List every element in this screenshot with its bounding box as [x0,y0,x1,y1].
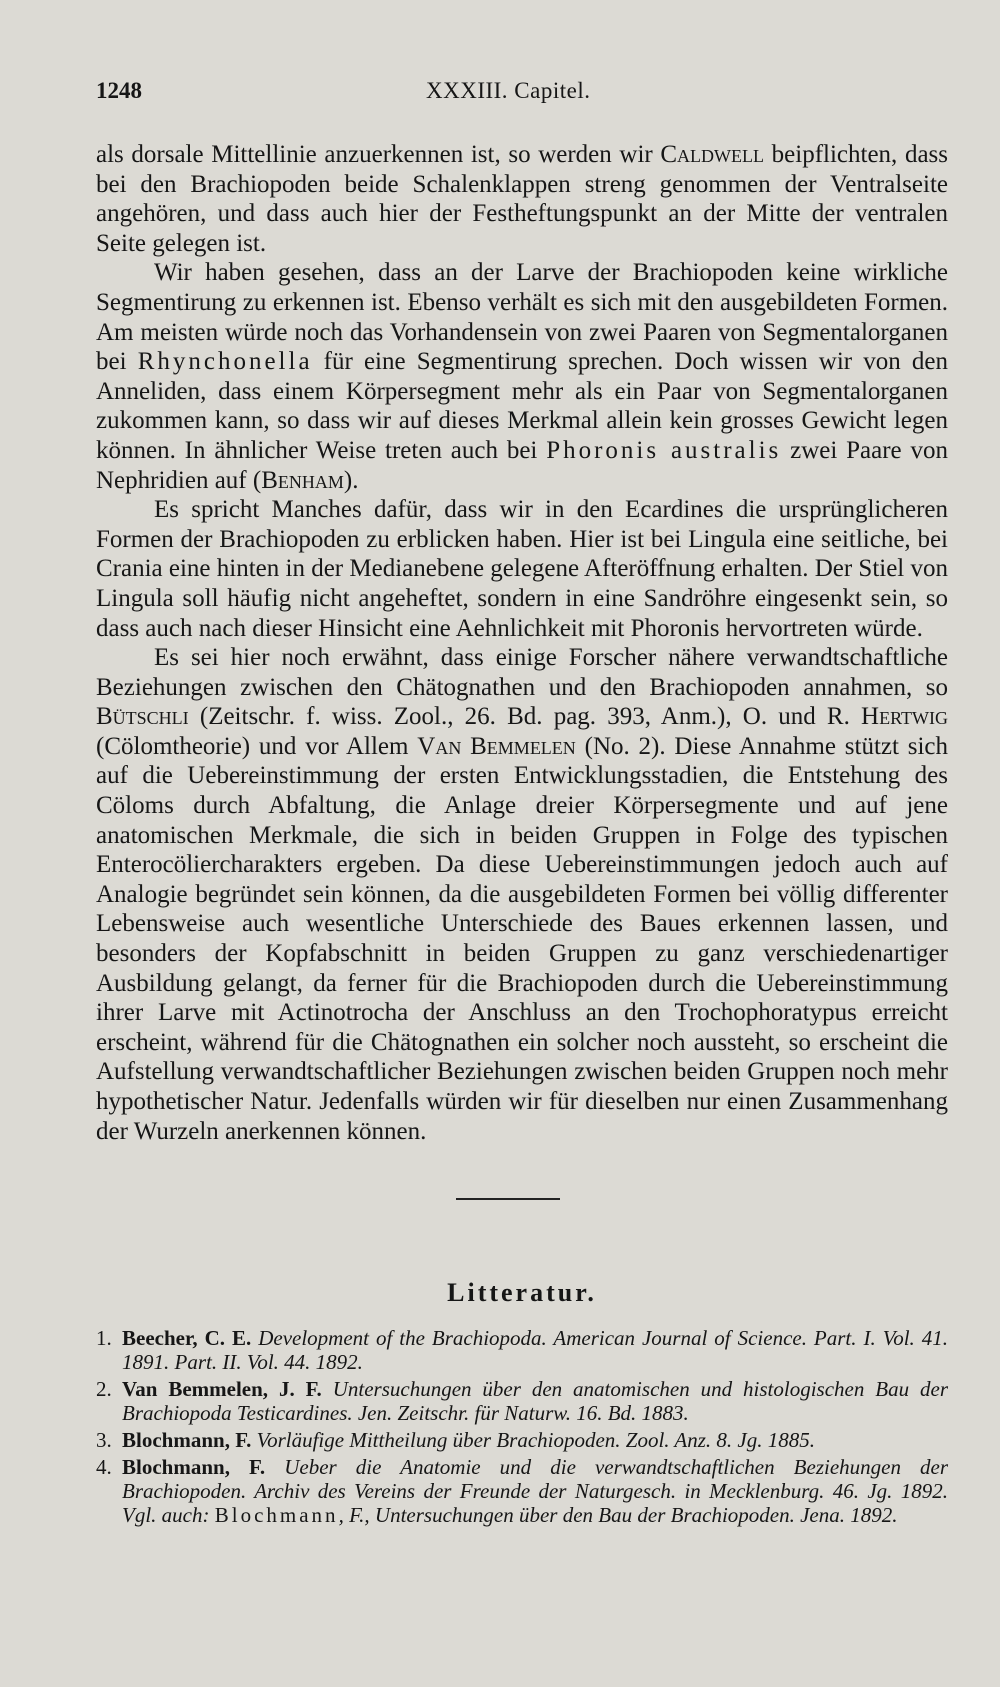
paragraph [96,140,948,258]
reference-item [96,1455,948,1527]
paragraph [96,495,948,643]
text-run: Rhynchonella [137,348,313,376]
reference-text [122,1377,948,1425]
page-header [96,78,948,104]
reference-number: 1. [96,1326,112,1351]
page-number: 1248 [96,78,142,103]
text-run: , F., Untersuchungen über den Bau der Brachiopoden. Jena. 1892. [338,1503,898,1528]
text-run: zwei Paare von Nephridien auf ( [96,436,948,494]
text-run: (Cölomtheorie) und vor Allem [96,732,418,760]
text-run: (Zeitschr. f. wiss. Zool., 26. Bd. pag. 393, Anm.), O. und R. [188,703,862,731]
reference-number: 2. [96,1377,112,1402]
reference-text [122,1428,948,1452]
section-separator [456,1198,560,1200]
reference-item [96,1428,948,1452]
text-run: Caldwell [660,141,765,168]
text-run: beipflichten, dass bei den Brachiopoden beide Schalenklappen streng genommen der Ventralseite angehören, und dass auch hier der Festheftungspunkt an der Mitte der ventralen Seite gelegen ist. [96,141,948,257]
literature-heading: Litteratur. [447,1278,597,1308]
text-run: Van Bemmelen [417,732,576,760]
text-run: Benham [261,466,344,494]
text-run: Vorläufige Mittheilung über Brachiopoden. Zool. Anz. 8. Jg. 1885. [256,1428,816,1453]
text-run: Untersuchungen über den anatomischen und histologischen Bau der Brachiopoda Testicardines. Jen. Zeitschr. für Naturw. 16. Bd. 1883. [122,1377,949,1426]
text-run: Van Bemmelen, J. F. [122,1377,322,1402]
text-run: Blochmann, F. [122,1455,266,1480]
paragraph [96,643,948,1146]
text-run: Development of the Brachiopoda. American Journal of Science. Part. I. Vol. 41. 1891. Part. II. Vol. 44. 1892. [122,1326,948,1375]
paragraph [96,258,948,495]
body-text [96,140,948,1146]
text-run: als dorsale Mittellinie anzuerkennen ist, so werden wir [96,141,661,168]
text-run: Bütschli [96,703,189,731]
text-run: Es sei hier noch erwähnt, dass einige Forscher nähere verwandtschaftliche Beziehungen zwischen den Chätognathen und den Brachiopoden annahmen, so [96,644,948,701]
reference-text [122,1455,948,1527]
text-run: Ueber die Anatomie und die verwandtschaftlichen Beziehungen der Brachiopoden. Archiv des Vereins der Freunde der Naturgesch. in Mecklenburg. 46. Jg. 1892. Vgl. auch: [122,1455,949,1528]
text-run: Phoronis australis [546,436,782,464]
reference-item [96,1377,948,1425]
text-run: Blochmann [214,1503,339,1528]
reference-item [96,1326,948,1374]
text-run: Hertwig [861,703,948,731]
text-run [322,1377,333,1401]
reference-number: 3. [96,1428,112,1453]
text-run: Beecher, C. E. [122,1326,252,1351]
text-run [265,1455,284,1479]
text-run: (No. 2). Diese Annahme stützt sich auf die Uebereinstimmung der ersten Entwicklungsstadien, die Entstehung des Cöloms durch Abfaltung, die Anlage dreier Körpersegmente und auf jene anatomischen Merkmale, die sich in beiden Gruppen in Folge des typischen Enterocöliercharakters ergeben. Da diese Uebereinstimmungen jedoch auch auf Analogie begründet sein können, da die ausgebildeten Formen bei völlig differenter Lebensweise auch wesentliche Unterschiede des Baues erkennen lassen, und besonders der Kopfabschnitt in beiden Gruppen zu ganz verschiedenartiger Ausbildung gelangt, da ferner für die Brachiopoden durch die Uebereinstimmung ihrer Larve mit Actinotrocha der Anschluss an den Trochophoratypus erreicht erscheint, während für die Chätognathen ein solcher noch aussteht, so erscheint die Aufstellung verwandtschaftlicher Beziehungen zwischen beiden Gruppen noch mehr hypothetischer Natur. Jedenfalls würden wir für dieselben nur einen Zusammenhang der Wurzeln anerkennen können. [96,732,949,1145]
text-run: ). [343,466,359,494]
text-run: Blochmann, F. [122,1428,252,1453]
reference-number: 4. [96,1455,112,1480]
reference-list [96,1326,948,1527]
running-head: XXXIII. Capitel. [426,78,591,103]
reference-text [122,1326,948,1374]
text-run: Es spricht Manches dafür, dass wir in den Ecardines die ursprünglicheren Formen der Brachiopoden zu erblicken haben. Hier ist bei Lingula eine seitliche, bei Crania eine hinten in der Medianebene gelegene Afteröffnung erhalten. Der Stiel von Lingula soll häufig nicht angeheftet, sondern in eine Sandröhre eingesenkt sein, so dass auch nach dieser Hinsicht eine Aehnlichkeit mit Phoronis hervortreten würde. [96,496,949,642]
text-run: Wir haben gesehen, dass an der Larve der Brachiopoden keine wirkliche Segmentirung zu erkennen ist. Ebenso verhält es sich mit den ausgebildeten Formen. Am meisten würde noch das Vorhandensein von zwei Paaren von Segmentalorganen bei [96,259,948,376]
text-run: für eine Segmentirung sprechen. Doch wissen wir von den Anneliden, dass einem Körpersegment mehr als ein Paar von Segmentalorganen zukommen kann, so dass wir auf dieses Merkmal allein kein grosses Gewicht legen können. In ähnlicher Weise treten auch bei [96,348,948,464]
